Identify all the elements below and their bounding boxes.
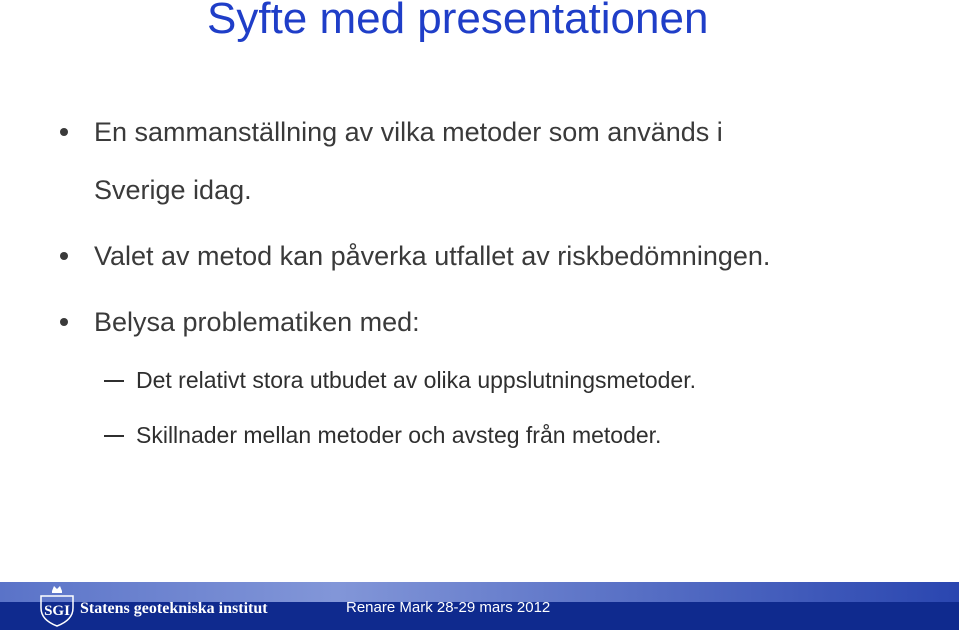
- slide-title: Syfte med presentationen: [207, 0, 709, 43]
- footer-event-info: Renare Mark 28-29 mars 2012: [346, 599, 551, 616]
- bullet-dot: [60, 318, 68, 326]
- footer-bar: [0, 582, 959, 630]
- logo-text: Statens geotekniska institut: [80, 600, 268, 617]
- bullet-text: En sammanställning av vilka metoder som används i: [94, 117, 723, 147]
- bullet-dot: [60, 252, 68, 260]
- sgi-crown-logo-icon: [36, 584, 78, 628]
- sub-bullet-dash: [104, 435, 124, 437]
- bullet-text: Valet av metod kan påverka utfallet av riskbedömningen.: [94, 241, 771, 271]
- sub-bullet-dash: [104, 380, 124, 382]
- bullet-text: Sverige idag.: [94, 175, 252, 205]
- svg-text:SGI: SGI: [44, 603, 70, 619]
- sub-bullet-text: Skillnader mellan metoder och avsteg från metoder.: [136, 422, 662, 448]
- bullet-text: Belysa problematiken med:: [94, 307, 420, 337]
- bullet-dot: [60, 128, 68, 136]
- sub-bullet-text: Det relativt stora utbudet av olika uppslutningsmetoder.: [136, 367, 696, 393]
